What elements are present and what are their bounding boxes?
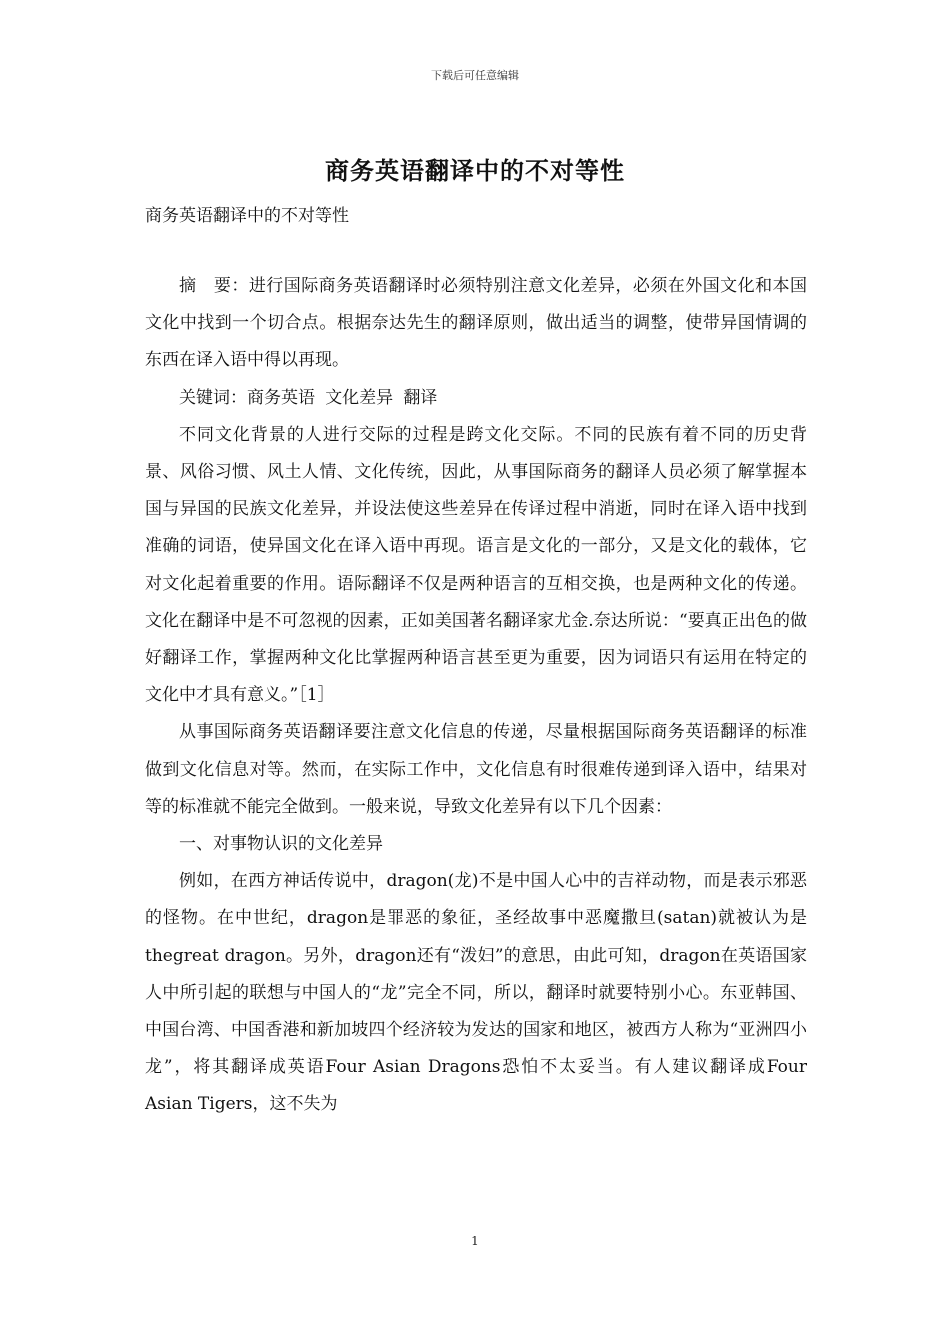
body-paragraph: 例如，在西方神话传说中，dragon(龙)不是中国人心中的吉祥动物，而是表示邪恶的怪物。在中世纪，dragon是罪恶的象征，圣经故事中恶魔撒旦(satan)就被认为是thegreat dragon。另外，dragon还有“泼妇”的意思，由此可知，dragon在英语国家人中所引起的联想与中国人的“龙”完全不同，所以，翻译时就要特别小心。东亚韩国、中国台湾、中国香港和新加坡四个经济较为发达的国家和地区，被西方人称为“亚洲四小龙”，将其翻译成英语Four Asian Dragons恐怕不太妥当。有人建议翻译成Four Asian Tigers，这不失为 (145, 871, 807, 1115)
body-paragraph: 从事国际商务英语翻译要注意文化信息的传递，尽量根据国际商务英语翻译的标准做到文化信息对等。然而，在实际工作中，文化信息有时很难传递到译入语中，结果对等的标准就不能完全做到。一般来说，导致文化差异有以下几个因素： (145, 722, 807, 817)
keywords-label: 关键词： (179, 387, 247, 408)
section-heading: 一、对事物认识的文化差异 (179, 834, 383, 855)
abstract-paragraph: 摘 要：进行国际商务英语翻译时必须特别注意文化差异，必须在外国文化和本国文化中找到一个切合点。根据奈达先生的翻译原则，做出适当的调整，使带异国情调的东西在译入语中得以再现。 (145, 276, 807, 371)
document-title: 商务英语翻译中的不对等性 (325, 156, 625, 185)
document-subtitle: 商务英语翻译中的不对等性 (145, 206, 349, 226)
keyword: 商务英语 (247, 387, 315, 408)
keyword: 文化差异 (325, 387, 394, 408)
body-paragraph: 不同文化背景的人进行交际的过程是跨文化交际。不同的民族有着不同的历史背景、风俗习惯、风土人情、文化传统，因此，从事国际商务的翻译人员必须了解掌握本国与异国的民族文化差异，并设法使这些差异在传译过程中消逝，同时在译入语中找到准确的词语，使异国文化在译入语中再现。语言是文化的一部分，又是文化的载体，它对文化起着重要的作用。语际翻译不仅是两种语言的互相交换，也是两种文化的传递。文化在翻译中是不可忽视的因素，正如美国著名翻译家尤金.奈达所说：“要真正出色的做好翻译工作，掌握两种文化比掌握两种语言甚至更为重要，因为词语只有运用在特定的文化中才具有意义。”［1］ (145, 424, 807, 706)
keyword: 翻译 (403, 387, 438, 408)
page-number: 1 (471, 1234, 479, 1248)
keywords-line (145, 380, 807, 417)
document-body (145, 268, 807, 1124)
header-note: 下载后可任意编辑 (431, 69, 519, 82)
